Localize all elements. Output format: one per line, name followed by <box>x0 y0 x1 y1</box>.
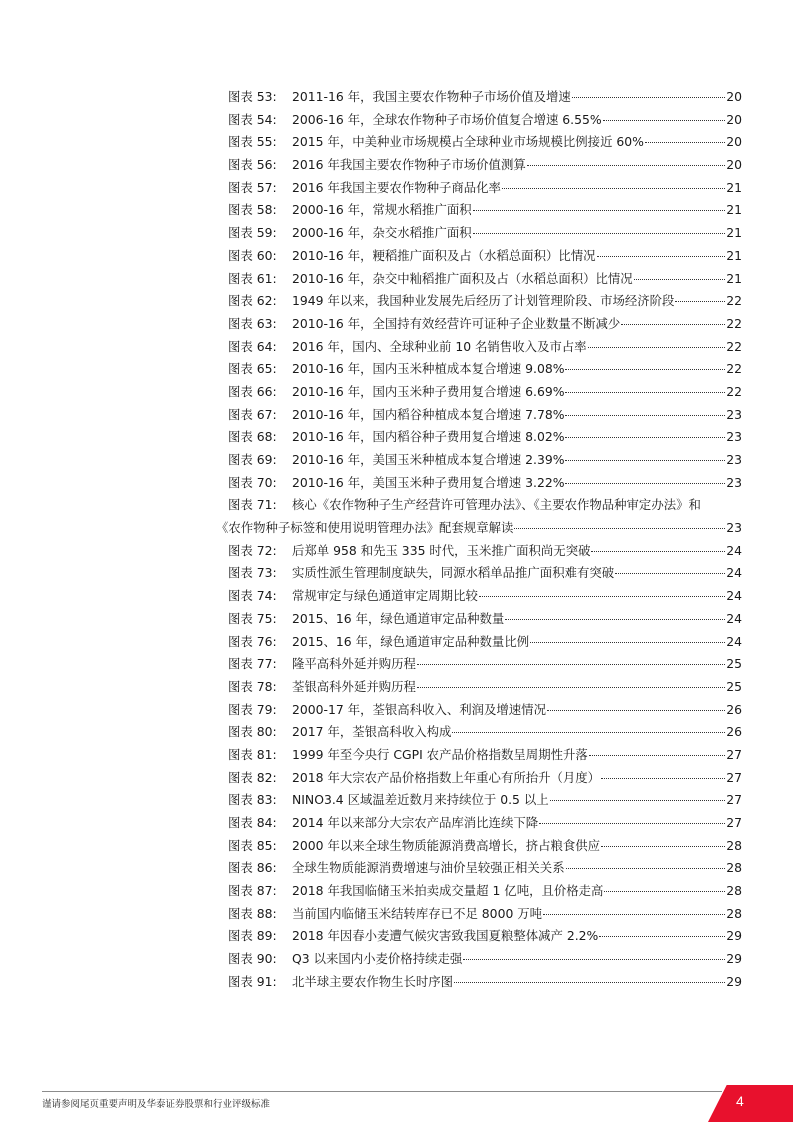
toc-entry-page: 21 <box>726 225 742 241</box>
toc-entry[interactable] <box>228 721 742 744</box>
toc-entry[interactable] <box>228 268 742 291</box>
toc-entry-label: 图表 69: <box>228 452 277 467</box>
toc-entry-page: 23 <box>726 452 742 467</box>
toc-entry[interactable] <box>228 290 742 313</box>
toc-entry-title: 常规审定与绿色通道审定周期比较 <box>292 588 478 604</box>
toc-entry[interactable] <box>228 903 742 926</box>
toc-entry[interactable] <box>228 744 742 767</box>
toc-entry-page: 22 <box>726 383 742 399</box>
toc-entry-label: 图表 54: <box>228 111 277 127</box>
toc-entry-title: Q3 以来国内小麦价格持续走强 <box>292 951 463 967</box>
toc-entry[interactable] <box>228 812 742 835</box>
toc-entry-title: 2000-16 年，杂交水稻推广面积 <box>292 225 472 241</box>
toc-entry-page: 24 <box>726 610 742 626</box>
toc-entry[interactable] <box>228 880 742 903</box>
toc-entry-title: 2015、16 年，绿色通道审定品种数量 <box>292 610 505 626</box>
toc-entry-label: 图表 79: <box>228 701 277 717</box>
toc-entry-label: 图表 60: <box>228 247 277 263</box>
toc-entry-title: 2010-16 年，粳稻推广面积及占（水稻总面积）比情况 <box>292 247 596 263</box>
toc-entry-label: 图表 67: <box>228 406 277 422</box>
toc-entry[interactable] <box>228 857 742 880</box>
toc-entry-title: 2000-17 年，荃银高科收入、利润及增速情况 <box>292 701 546 717</box>
toc-entry[interactable] <box>228 789 742 812</box>
toc-entry[interactable] <box>228 767 742 790</box>
toc-entry[interactable] <box>228 540 742 563</box>
dot-leader <box>502 188 725 189</box>
toc-entry-title: 2018 年我国临储玉米拍卖成交量超 1 亿吨，且价格走高 <box>292 883 604 899</box>
dot-leader <box>565 437 725 438</box>
dot-leader <box>591 551 725 552</box>
toc-entry-label: 图表 85: <box>228 837 277 853</box>
toc-entry-page: 29 <box>726 928 742 944</box>
toc-entry[interactable] <box>228 449 742 472</box>
toc-entry-page: 24 <box>726 633 742 649</box>
toc-entry-title: 1999 年至今央行 CGPI 农产品价格指数呈周期性升落 <box>292 746 588 762</box>
dot-leader <box>601 846 725 847</box>
toc-entry-title: 2011-16 年，我国主要农作物种子市场价值及增速 <box>292 89 571 104</box>
toc-entry[interactable] <box>228 313 742 336</box>
toc-entry-page: 26 <box>726 701 742 717</box>
toc-entry[interactable] <box>228 336 742 359</box>
toc-entry-label: 图表 68: <box>228 429 277 445</box>
toc-entry[interactable] <box>228 585 742 608</box>
toc-entry-title: 2000 年以来全球生物质能源消费高增长，挤占粮食供应 <box>292 837 601 853</box>
toc-entry[interactable] <box>228 676 742 699</box>
footer-divider <box>42 1091 722 1092</box>
toc-entry-label: 图表 87: <box>228 883 277 899</box>
toc-entry-label: 图表 57: <box>228 179 277 195</box>
toc-entry-label: 图表 86: <box>228 860 277 876</box>
toc-entry-title: 2010-16 年，国内稻谷种植成本复合增速 7.78% <box>292 406 565 422</box>
toc-entry-page: 27 <box>726 769 742 785</box>
toc-entry-title: 2010-16 年，国内稻谷种子费用复合增速 8.02% <box>292 429 565 445</box>
toc-entry-title: 2010-16 年，全国持有效经营许可证种子企业数量不断减少 <box>292 315 621 331</box>
page-number: 4 <box>736 1093 744 1109</box>
toc-entry[interactable] <box>228 653 742 676</box>
dot-leader <box>463 959 725 960</box>
toc-entry-page: 25 <box>726 656 742 672</box>
toc-entry-label: 图表 55: <box>228 134 277 150</box>
toc-entry-page: 21 <box>726 247 742 263</box>
toc-entry-title: 2016 年我国主要农作物种子商品化率 <box>292 179 501 195</box>
dot-leader <box>621 324 725 325</box>
toc-entry-title: 2018 年大宗农产品价格指数上年重心有所抬升（月度） <box>292 769 601 785</box>
toc-entry-label: 图表 75: <box>228 610 277 626</box>
dot-leader <box>601 778 725 779</box>
toc-entry-label: 图表 88: <box>228 905 277 921</box>
toc-entry-label: 图表 74: <box>228 588 277 604</box>
toc-entry-title: 核心《农作物种子生产经营许可管理办法》、《主要农作物品种审定办法》和 <box>292 497 701 513</box>
dot-leader <box>604 891 725 892</box>
toc-entry-page: 22 <box>726 338 742 354</box>
dot-leader <box>645 142 725 143</box>
toc-entry-page: 22 <box>726 315 742 331</box>
toc-entry-title: 2010-16 年，美国玉米种子费用复合增速 3.22% <box>292 474 565 490</box>
dot-leader <box>634 279 726 280</box>
dot-leader <box>565 369 725 370</box>
toc-entry-title: 2015、16 年，绿色通道审定品种数量比例 <box>292 633 530 649</box>
toc-entry-page: 24 <box>726 565 742 581</box>
dot-leader <box>603 120 726 121</box>
toc-entry-page: 20 <box>726 134 742 150</box>
toc-entry[interactable] <box>228 86 742 109</box>
toc-entry-page: 25 <box>726 678 742 694</box>
toc-entry-page: 21 <box>726 179 742 195</box>
toc-entry-label: 图表 84: <box>228 815 277 830</box>
dot-leader <box>505 619 725 620</box>
toc-entry-label: 图表 81: <box>228 746 277 762</box>
toc-entry-label: 图表 80: <box>228 724 277 740</box>
toc-entry-label: 图表 59: <box>228 225 277 241</box>
dot-leader <box>543 914 725 915</box>
dot-leader <box>547 710 725 711</box>
toc-entry[interactable] <box>228 925 742 948</box>
dot-leader <box>473 210 726 211</box>
toc-entry[interactable] <box>228 562 742 585</box>
toc-entry[interactable] <box>228 631 742 654</box>
dot-leader <box>514 528 725 529</box>
dot-leader <box>589 755 725 756</box>
toc-entry-label: 图表 56: <box>228 157 277 173</box>
toc-entry-page: 27 <box>726 815 742 830</box>
toc-entry[interactable] <box>228 699 742 722</box>
toc-entry-page: 24 <box>726 542 742 558</box>
toc-entry-page: 23 <box>726 406 742 422</box>
toc-entry-title: 2010-16 年，国内玉米种子费用复合增速 6.69% <box>292 383 565 399</box>
toc-entry-label: 图表 63: <box>228 315 277 331</box>
toc-entry-page: 20 <box>726 111 742 127</box>
toc-entry-title: 2006-16 年，全球农作物种子市场价值复合增速 6.55% <box>292 111 602 127</box>
toc-entry-title: 2017 年，荃银高科收入构成 <box>292 724 452 740</box>
toc-entry-label: 图表 77: <box>228 656 277 672</box>
toc-entry[interactable] <box>228 472 742 495</box>
toc-entry-title: 后郑单 958 和先玉 335 时代，玉米推广面积尚无突破 <box>292 542 591 558</box>
dot-leader <box>566 868 726 869</box>
toc-entry[interactable] <box>228 835 742 858</box>
toc-entry-page: 23 <box>726 520 742 536</box>
toc-entry-label: 图表 65: <box>228 361 277 377</box>
toc-entry-page: 23 <box>726 429 742 445</box>
toc-entry-title: NINO3.4 区域温差近数月来持续位于 0.5 以上 <box>292 792 549 808</box>
toc-entry-label: 图表 58: <box>228 202 277 218</box>
toc-entry-title: 2014 年以来部分大宗农产品库消比连续下降 <box>292 815 539 830</box>
toc-entry-page: 28 <box>726 883 742 899</box>
toc-entry-page: 22 <box>726 293 742 309</box>
toc-entry-label: 图表 71: <box>228 497 277 513</box>
toc-entry[interactable] <box>216 494 742 539</box>
toc-entry[interactable] <box>228 426 742 449</box>
toc-entry-label: 图表 91: <box>228 973 277 989</box>
dot-leader <box>550 800 726 801</box>
dot-leader <box>565 392 725 393</box>
toc-entry-title: 2010-16 年，杂交中籼稻推广面积及占（水稻总面积）比情况 <box>292 270 633 286</box>
toc-entry-title: 当前国内临储玉米结转库存已不足 8000 万吨 <box>292 905 543 921</box>
toc-entry-label: 图表 83: <box>228 792 277 808</box>
dot-leader <box>454 982 725 983</box>
dot-leader <box>539 823 725 824</box>
toc-entry-label: 图表 64: <box>228 338 277 354</box>
toc-entry[interactable] <box>228 177 742 200</box>
toc-entry[interactable] <box>228 358 742 381</box>
toc-entry-page: 28 <box>726 860 742 876</box>
toc-entry-label: 图表 70: <box>228 474 277 490</box>
toc-entry[interactable] <box>228 245 742 268</box>
toc-entry[interactable] <box>228 222 742 245</box>
toc-entry-page: 29 <box>726 973 742 989</box>
dot-leader <box>565 460 725 461</box>
dot-leader <box>565 415 725 416</box>
toc-entry-page: 26 <box>726 724 742 740</box>
toc-entry-page: 20 <box>726 89 742 104</box>
toc-entry-title: 2016 年我国主要农作物种子市场价值测算 <box>292 157 526 173</box>
toc-entry-label: 图表 90: <box>228 951 277 967</box>
toc-entry-title-continued: 《农作物种子标签和使用说明管理办法》配套规章解读 <box>216 520 514 536</box>
toc-entry-label: 图表 53: <box>228 89 277 104</box>
toc-entry-label: 图表 82: <box>228 769 277 785</box>
toc-entry-title: 2018 年因春小麦遭气候灾害致我国夏粮整体减产 2.2% <box>292 928 599 944</box>
toc-entry-page: 28 <box>726 837 742 853</box>
toc-entry[interactable] <box>228 131 742 154</box>
table-of-figures <box>216 86 742 994</box>
toc-entry-label: 图表 66: <box>228 383 277 399</box>
toc-entry-page: 28 <box>726 905 742 921</box>
toc-entry-title: 北半球主要农作物生长时序图 <box>292 973 454 989</box>
toc-entry-label: 图表 62: <box>228 293 277 309</box>
toc-entry-page: 27 <box>726 792 742 808</box>
toc-entry-title: 全球生物质能源消费增速与油价呈较强正相关关系 <box>292 860 565 876</box>
dot-leader <box>473 233 726 234</box>
toc-entry-title: 1949 年以来，我国种业发展先后经历了计划管理阶段、市场经济阶段 <box>292 293 675 309</box>
toc-entry-page: 20 <box>726 157 742 173</box>
toc-entry-page: 29 <box>726 951 742 967</box>
toc-entry-page: 27 <box>726 746 742 762</box>
dot-leader <box>452 732 725 733</box>
toc-entry-title: 2015 年，中美种业市场规模占全球种业市场规模比例接近 60% <box>292 134 644 150</box>
toc-entry[interactable] <box>228 154 742 177</box>
toc-entry-title: 实质性派生管理制度缺失，同源水稻单品推广面积难有突破 <box>292 565 615 581</box>
toc-entry[interactable] <box>228 948 742 971</box>
toc-entry-label: 图表 73: <box>228 565 277 581</box>
toc-entry-title: 荃银高科外延并购历程 <box>292 678 416 694</box>
toc-entry-label: 图表 72: <box>228 542 277 558</box>
toc-entry[interactable] <box>228 109 742 132</box>
toc-entry-title: 隆平高科外延并购历程 <box>292 656 416 672</box>
dot-leader <box>572 97 725 98</box>
dot-leader <box>599 936 725 937</box>
dot-leader <box>417 664 725 665</box>
toc-entry-title: 2000-16 年，常规水稻推广面积 <box>292 202 472 218</box>
dot-leader <box>479 596 725 597</box>
toc-entry-label: 图表 76: <box>228 633 277 649</box>
toc-entry-page: 23 <box>726 474 742 490</box>
toc-entry-page: 22 <box>726 361 742 377</box>
toc-entry[interactable] <box>228 199 742 222</box>
toc-entry-label: 图表 61: <box>228 270 277 286</box>
dot-leader <box>565 483 725 484</box>
dot-leader <box>527 165 725 166</box>
toc-entry-page: 21 <box>726 270 742 286</box>
dot-leader <box>615 573 725 574</box>
dot-leader <box>530 642 725 643</box>
dot-leader <box>597 256 726 257</box>
toc-entry-title: 2016 年，国内、全球种业前 10 名销售收入及市占率 <box>292 338 587 354</box>
dot-leader <box>417 687 725 688</box>
toc-entry-page: 21 <box>726 202 742 218</box>
toc-entry-title: 2010-16 年，美国玉米种植成本复合增速 2.39% <box>292 452 565 467</box>
toc-entry[interactable] <box>228 381 742 404</box>
dot-leader <box>588 347 726 348</box>
dot-leader <box>675 301 725 302</box>
toc-entry-title: 2010-16 年，国内玉米种植成本复合增速 9.08% <box>292 361 565 377</box>
toc-entry-label: 图表 89: <box>228 928 277 944</box>
toc-entry[interactable] <box>228 404 742 427</box>
footer-disclaimer: 谨请参阅尾页重要声明及华泰证券股票和行业评级标准 <box>42 1099 271 1110</box>
toc-entry[interactable] <box>228 971 742 994</box>
toc-entry[interactable] <box>228 608 742 631</box>
toc-entry-label: 图表 78: <box>228 678 277 694</box>
toc-entry-page: 24 <box>726 588 742 604</box>
